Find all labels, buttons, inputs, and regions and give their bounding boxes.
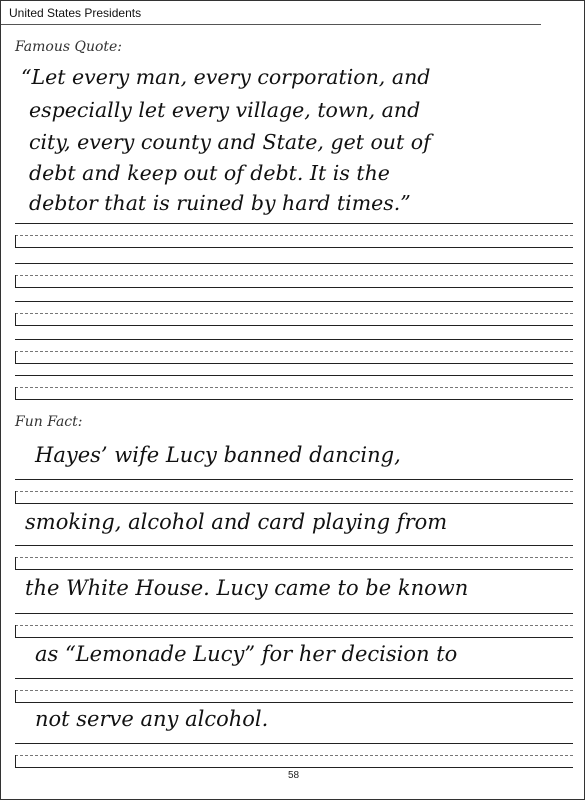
practice-line [15,301,573,325]
quote-label: Famous Quote: [15,39,123,55]
page-header-title: United States Presidents [9,6,142,20]
header-rule [1,24,541,25]
fact-line-4: as “Lemonade Lucy” for her decision to [35,642,458,666]
quote-line-1: “Let every man, every corporation, and [21,65,431,89]
practice-line [15,743,573,767]
practice-line [15,263,573,287]
fact-line-3: the White House. Lucy came to be known [25,576,469,600]
page-number: 58 [287,770,300,781]
practice-line [15,375,573,399]
fact-line-5: not serve any alcohol. [35,707,269,731]
practice-line [15,613,573,637]
quote-line-5: debtor that is ruined by hard times.” [29,191,411,215]
practice-line [15,545,573,569]
quote-line-4: debt and keep out of debt. It is the [29,161,390,185]
fact-line-2: smoking, alcohol and card playing from [25,510,448,534]
practice-line [15,223,573,247]
practice-line [15,678,573,702]
quote-line-2: especially let every village, town, and [29,98,421,122]
fact-line-1: Hayes’ wife Lucy banned dancing, [35,443,401,467]
fact-label: Fun Fact: [15,414,83,430]
quote-line-3: city, every county and State, get out of [29,130,431,154]
practice-line [15,339,573,363]
practice-line [15,479,573,503]
